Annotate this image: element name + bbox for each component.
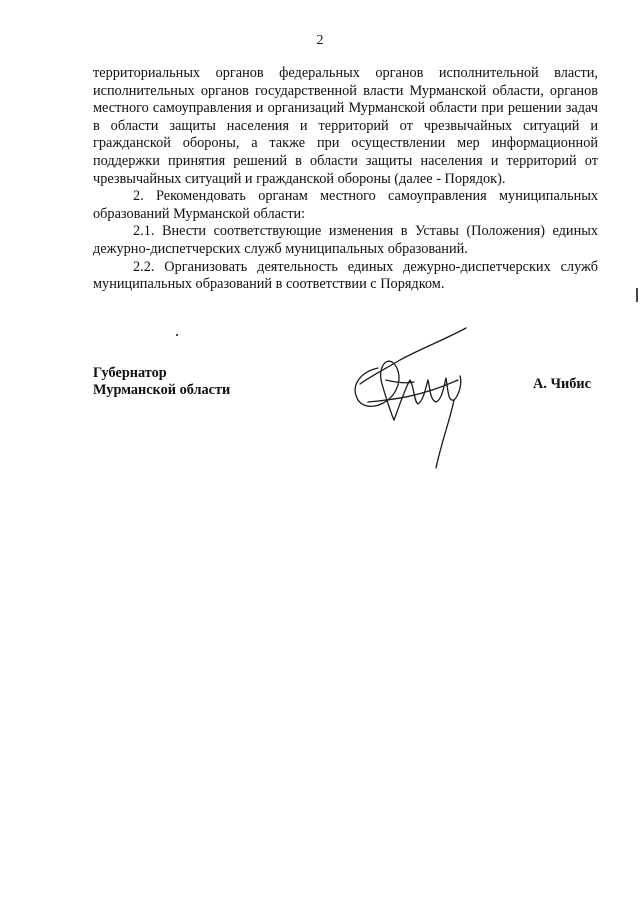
signatory-position [93, 365, 230, 399]
paragraph-continuation: территориальных органов федеральных органов исполнительной власти, исполнительных органов государственной власти Мурманской области, органов местного самоуправления и организаций Мурманской области при решении задач в области защиты населения и территорий от чрезвычайных ситуаций и гражданской обороны, а также при осуществлении мер информационной поддержки принятия решений в области защиты населения и территорий от чрезвычайных ситуаций и гражданской обороны (далее - Порядок). [93, 65, 598, 187]
signatory-position-line1: Губернатор [93, 365, 167, 381]
signatory-position-line2: Мурманской области [93, 382, 231, 398]
paragraph-item-2-2: 2.2. Организовать деятельность единых дежурно-диспетчерских служб муниципальных образований в соответствии с Порядком. [93, 258, 598, 293]
page-number: 2 [316, 33, 324, 48]
scan-speck [636, 288, 638, 302]
handwritten-signature [338, 320, 488, 470]
signatory-name: А. Чибис [533, 376, 591, 392]
scan-speck [176, 334, 178, 336]
paragraph-item-2: 2. Рекомендовать органам местного самоуправления муниципальных образований Мурманской области: [93, 188, 598, 222]
paragraph-item-2-1: 2.1. Внести соответствующие изменения в Уставы (Положения) единых дежурно-диспетчерских служб муниципальных образований. [93, 223, 598, 257]
document-body [93, 65, 598, 294]
